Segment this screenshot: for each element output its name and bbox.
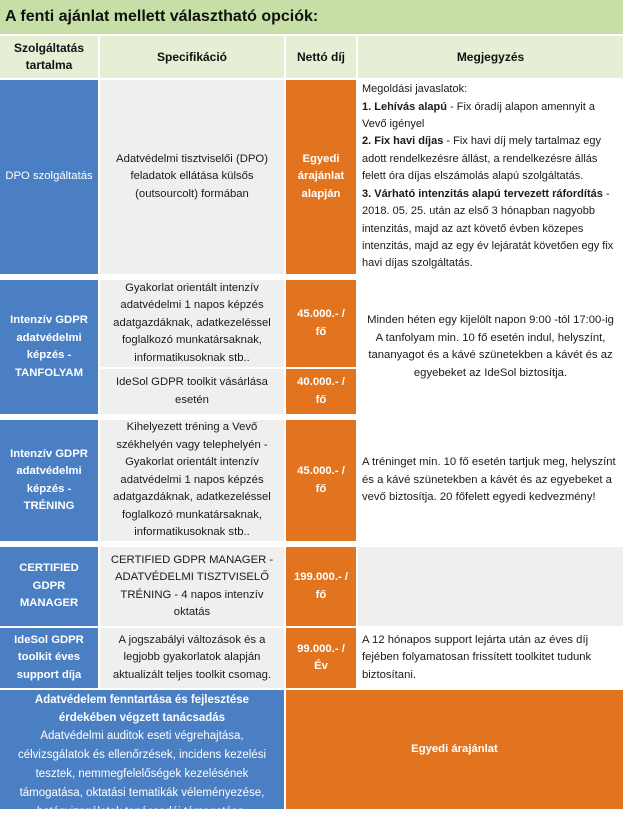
- dpo-option-1-text: - Fix óradíj alapon amennyit a Vevő igényel: [362, 100, 595, 131]
- training-spec: Kihelyezett tréning a Vevő székhelyén vagy telephelyén - Gyakorlat orientált intenzív adatvédelmi 1 napos képzés adatgazdáknak, adatkezeléssel foglalkozó munkatársaknak, informatikusoknak stb..: [100, 420, 284, 541]
- dpo-option-1: [362, 99, 619, 134]
- dpo-option-2-text: - Fix havi díj mely tartalmaz egy adott rendelkezésre állást, a rendelkezésre állás felett óra díjas elszámolás alapú szolgáltatás.: [362, 135, 602, 183]
- toolkit-price: 99.000.- / Év: [286, 628, 356, 688]
- dpo-note: [358, 80, 623, 274]
- consulting-text: Adatvédelmi auditok eseti végrehajtása, célvizsgálatok és ellenőrzések, incidens kezelési tesztek, nemmegfelelőségek kezelésének támogatása, oktatási tematikák véleményezése, hatásvizsgálatok tanácsadói támogatása,: [17, 730, 266, 818]
- dpo-option-2: [362, 133, 619, 185]
- toolkit-note: A 12 hónapos support lejárta után az éves díj fejében folyamatosan frissített toolkitet tudunk biztosítani.: [358, 628, 623, 688]
- dpo-option-1-title: 1. Lehívás alapú: [362, 100, 447, 113]
- page-title: A fenti ajánlat mellett választható opciók:: [0, 0, 623, 34]
- dpo-option-3-text: - 2018. 05. 25. után az első 3 hónapban nagyobb intenzitás, majd az azt követő évben közepes intenzitás, majd az egy év lejáratát követően egy fix havi díjas szolgáltatás.: [362, 187, 614, 270]
- header-price: Nettó díj: [286, 36, 356, 78]
- training-price: 45.000.- / fő: [286, 420, 356, 541]
- toolkit-spec: A jogszabályi változások és a legjobb gyakorlatok alapján aktualizált teljes toolkit csomag.: [100, 628, 284, 688]
- course-price-1: 45.000.- / fő: [286, 280, 356, 367]
- header-service: Szolgáltatás tartalma: [0, 36, 98, 78]
- dpo-price: Egyedi árajánlat alapján: [286, 80, 356, 274]
- manager-service: CERTIFIED GDPR MANAGER: [0, 547, 98, 626]
- course-note: Minden héten egy kijelölt napon 9:00 -tól 17:00-ig A tanfolyam min. 10 fő esetén indul, helyszínt, tananyagot és a kávé szünetekben a kávét és az egyebeket az IdeSol biztosítja.: [358, 280, 623, 414]
- toolkit-service: IdeSol GDPR toolkit éves support díja: [0, 628, 98, 688]
- course-service: Intenzív GDPR adatvédelmi képzés - TANFOLYAM: [0, 280, 98, 414]
- dpo-service: DPO szolgáltatás: [0, 80, 98, 274]
- dpo-note-text: [362, 81, 619, 272]
- header-note: Megjegyzés: [358, 36, 623, 78]
- training-note: A tréninget min. 10 fő esetén tartjuk meg, helyszínt és a kávé szünetekben a kávét és az egyebeket a vevő biztosítja. 20 főfelett egyedi kedvezmény!: [358, 420, 623, 541]
- manager-price: 199.000.- / fő: [286, 547, 356, 626]
- manager-spec: CERTIFIED GDPR MANAGER - ADATVÉDELMI TISZTVISELŐ TRÉNING - 4 napos intenzív oktatás: [100, 547, 284, 626]
- dpo-spec: Adatvédelmi tisztviselői (DPO) feladatok ellátása külsős (outsourcolt) formában: [100, 80, 284, 274]
- dpo-note-intro: Megoldási javaslatok:: [362, 83, 468, 96]
- dpo-option-3: [362, 186, 619, 273]
- consulting-price: Egyedi árajánlat: [286, 690, 623, 809]
- consulting-content: [8, 692, 276, 822]
- header-spec: Specifikáció: [100, 36, 284, 78]
- dpo-option-3-title: 3. Várható intenzitás alapú tervezett ráfordítás: [362, 187, 603, 200]
- consulting-cell: [0, 690, 284, 818]
- course-spec-1: Gyakorlat orientált intenzív adatvédelmi 1 napos képzés adatgazdáknak, adatkezeléssel foglalkozó munkatársaknak, informatikusoknak stb..: [100, 280, 284, 367]
- consulting-title: Adatvédelem fenntartása és fejlesztése érdekében végzett tanácsadás: [34, 694, 250, 724]
- dpo-option-2-title: 2. Fix havi díjas: [362, 135, 444, 148]
- training-service: Intenzív GDPR adatvédelmi képzés - TRÉNING: [0, 420, 98, 541]
- course-spec-2: IdeSol GDPR toolkit vásárlása esetén: [100, 369, 284, 414]
- manager-note: [358, 547, 623, 626]
- course-price-2: 40.000.- / fő: [286, 369, 356, 414]
